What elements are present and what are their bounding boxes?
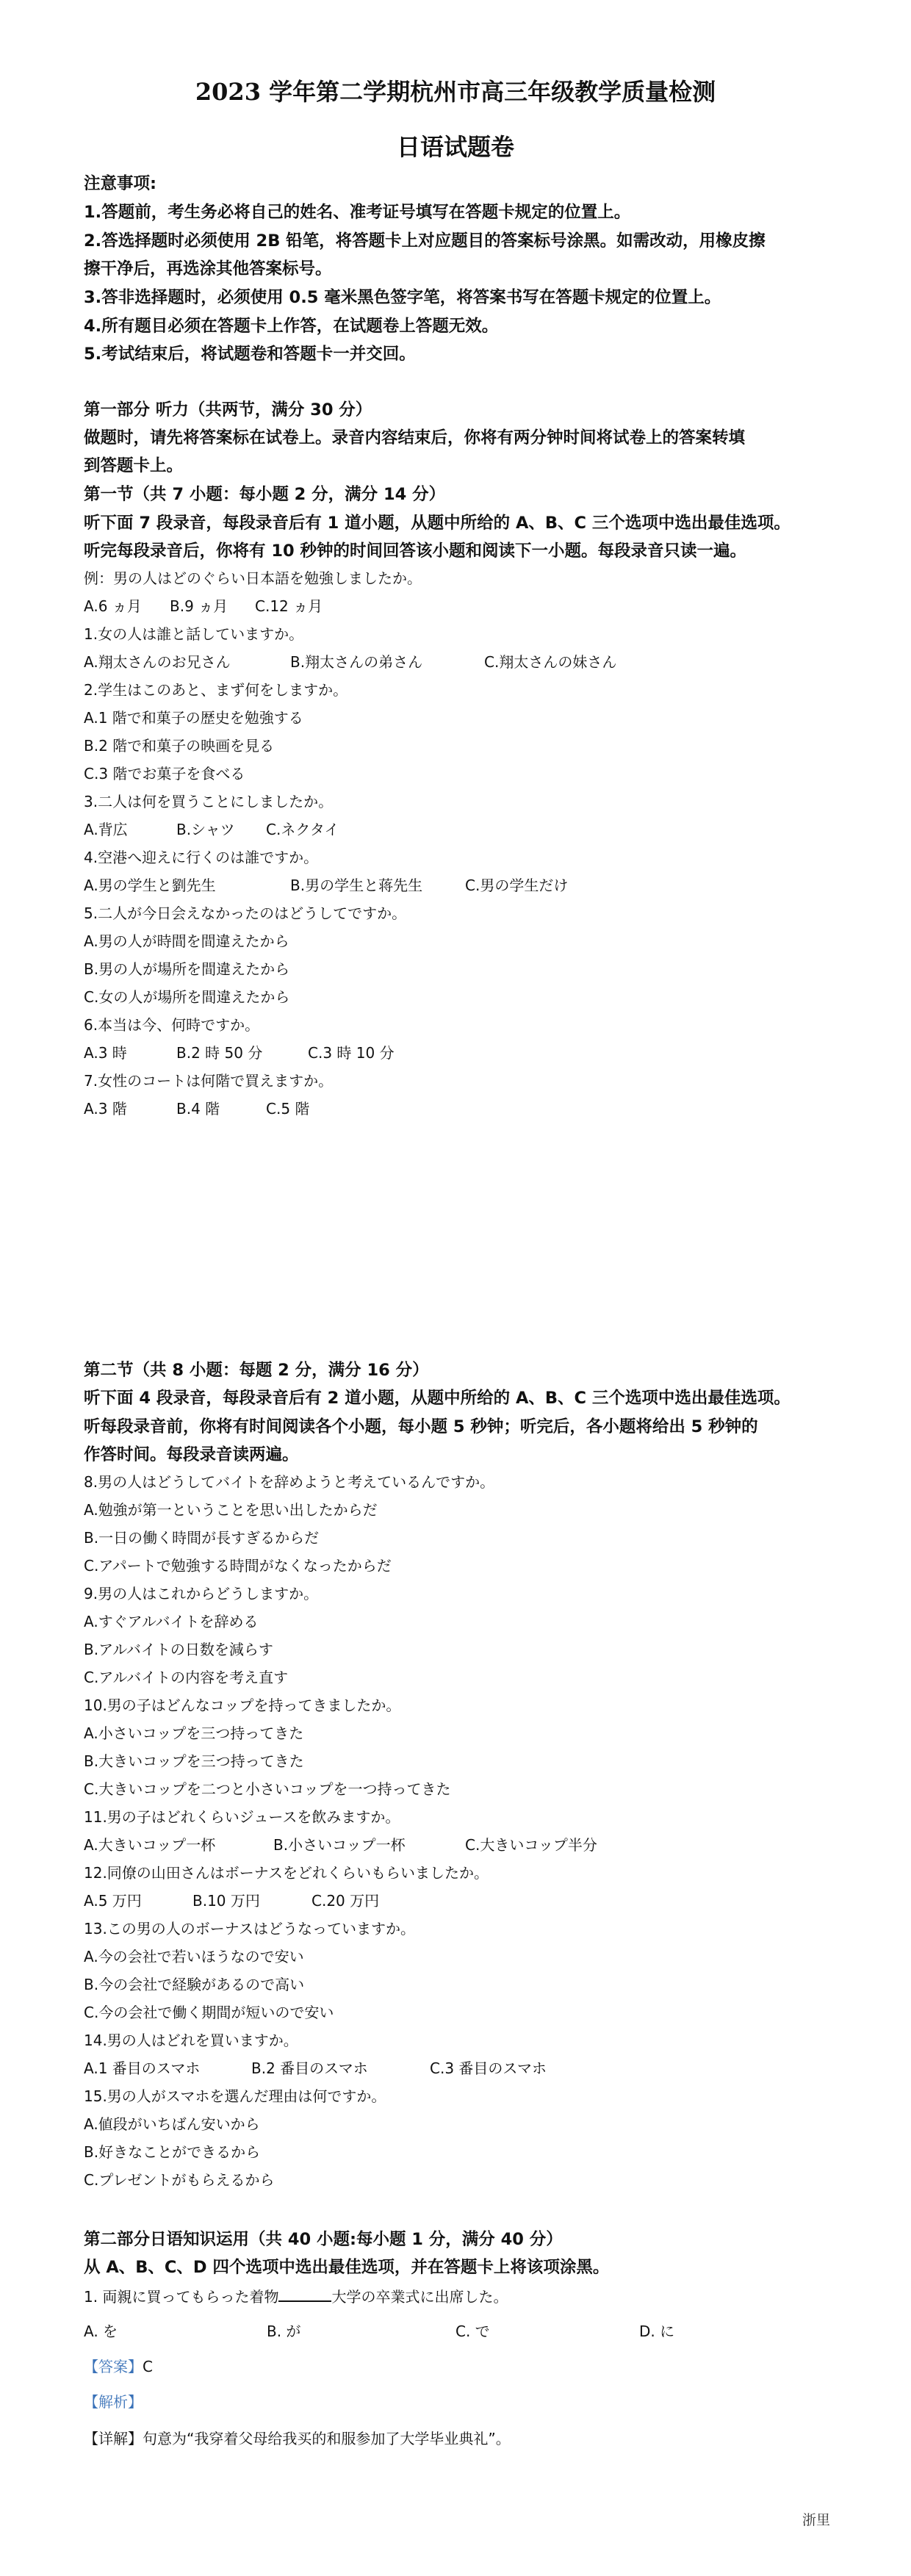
option-b: B.4 階 (176, 1100, 220, 1118)
option-a: A.すぐアルバイトを辞める (84, 1613, 259, 1630)
question: 15.男の人がスマホを選んだ理由は何ですか。 (84, 2087, 386, 2105)
question: 2.学生はこのあと、まず何をしますか。 (84, 681, 348, 699)
question: 4.空港へ迎えに行くのは誰ですか。 (84, 849, 319, 866)
option-b: B.今の会社で経験があるので高い (84, 1976, 305, 1993)
part2-question (84, 2285, 508, 2306)
question: 1.女の人は誰と話していますか。 (84, 625, 304, 643)
option-c: C.プレゼントがもらえるから (84, 2171, 275, 2189)
option-c: C.アパートで勉強する時間がなくなったからだ (84, 1557, 392, 1575)
option-b: B.10 万円 (192, 1892, 260, 1910)
question-text-before: 1. 両親に買ってもらった着物 (84, 2288, 279, 2306)
question: 9.男の人はこれからどうしますか。 (84, 1585, 319, 1602)
question: 11.男の子はどれくらいジュースを飲みますか。 (84, 1808, 400, 1826)
option-a: A.翔太さんのお兄さん (84, 653, 231, 671)
option-a: A.男の人が時間を間違えたから (84, 932, 289, 950)
option-b: B.男の学生と蒋先生 (290, 877, 423, 894)
section2-heading: 第二节（共 8 小题：每题 2 分，满分 16 分） (84, 1361, 429, 1380)
option-c: C.女の人が場所を間違えたから (84, 988, 290, 1006)
option-b: B.小さいコップ一杯 (273, 1836, 406, 1854)
notice-heading: 注意事项: (84, 174, 156, 193)
option-a: A.今の会社で若いほうなので安い (84, 1948, 304, 1965)
question-text-after: 大学の卒業式に出席した。 (331, 2288, 508, 2306)
part2-heading: 第二部分日语知识运用（共 40 小题:每小题 1 分，满分 40 分） (84, 2230, 563, 2249)
question: 14.男の人はどれを買いますか。 (84, 2032, 298, 2049)
option-a: A.背広 (84, 821, 128, 838)
option-c: C.ネクタイ (266, 821, 339, 838)
option-c: C.翔太さんの妹さん (484, 653, 617, 671)
notice-item: 3.答非选择题时，必须使用 0.5 毫米黑色签字笔，将答案书写在答题卡规定的位置上。 (84, 288, 721, 307)
option-c: C.12 ヵ月 (255, 597, 323, 615)
option-b: B.2 階で和菓子の映画を見る (84, 737, 275, 755)
section1-instruction: 听下面 7 段录音，每段录音后有 1 道小题，从题中所给的 A、B、C 三个选项中选出最佳选项。 (84, 514, 791, 533)
footer-text: 浙里 (802, 2512, 830, 2528)
option-b: B.2 時 50 分 (176, 1044, 263, 1062)
option-c: C.3 時 10 分 (308, 1044, 395, 1062)
option-b: B. が (267, 2323, 301, 2340)
notice-item: 5.考试结束后，将试题卷和答题卡一并交回。 (84, 345, 416, 364)
question: 7.女性のコートは何階で買えますか。 (84, 1072, 334, 1090)
option-b: B.大きいコップを三つ持ってきた (84, 1752, 304, 1770)
section2-instruction: 听每段录音前，你将有时间阅读各个小题，每小题 5 秒钟；听完后，各小题将给出 5 秒钟的 (84, 1417, 758, 1436)
exam-subtitle: 日语试题卷 (396, 133, 514, 161)
detail-text: 句意为“我穿着父母给我买的和服参加了大学毕业典礼”。 (143, 2430, 511, 2447)
part2-instruction: 从 A、B、C、D 四个选项中选出最佳选项，并在答题卡上将该项涂黑。 (84, 2258, 610, 2277)
notice-item: 2.答选择题时必须使用 2B 铅笔，将答题卡上对应题目的答案标号涂黑。如需改动，用橡皮擦 (84, 231, 766, 251)
option-c: C.3 階でお菓子を食べる (84, 765, 245, 782)
question: 5.二人が今日会えなかったのはどうしてですか。 (84, 904, 407, 922)
option-a: A.1 階で和菓子の歴史を勉強する (84, 709, 303, 727)
answer-value: C (143, 2358, 153, 2375)
option-c: C.大きいコップ半分 (465, 1836, 597, 1854)
option-b: B.好きなことができるから (84, 2143, 261, 2161)
option-b: B.9 ヵ月 (170, 597, 228, 615)
notice-item: 擦干净后，再选涂其他答案标号。 (84, 259, 332, 278)
option-c: C.3 番目のスマホ (430, 2059, 547, 2077)
option-d: D. に (639, 2323, 675, 2340)
part1-intro: 做题时，请先将答案标在试卷上。录音内容结束后，你将有两分钟时间将试卷上的答案转填 (84, 428, 746, 447)
section2-instruction: 作答时间。每段录音读两遍。 (84, 1445, 299, 1464)
section1-instruction: 听完每段录音后，你将有 10 秒钟的时间回答该小题和阅读下一小题。每段录音只读一遍。 (84, 542, 746, 561)
option-b: B.2 番目のスマホ (251, 2059, 368, 2077)
option-a: A.6 ヵ月 (84, 597, 142, 615)
option-c: C.男の学生だけ (465, 877, 569, 894)
option-a: A.3 階 (84, 1100, 127, 1118)
option-c: C.大きいコップを二つと小さいコップを一つ持ってきた (84, 1780, 451, 1798)
option-a: A. を (84, 2323, 118, 2340)
option-b: B.アルバイトの日数を減らす (84, 1641, 273, 1658)
option-c: C.今の会社で働く期間が短いので安い (84, 2004, 334, 2021)
notice-item: 1.答题前，考生务必将自己的姓名、准考证号填写在答题卡规定的位置上。 (84, 203, 631, 222)
option-b: B.一日の働く時間が長すぎるからだ (84, 1529, 320, 1547)
option-b: B.翔太さんの弟さん (290, 653, 423, 671)
question: 6.本当は今、何時ですか。 (84, 1016, 260, 1034)
answer-blank (278, 2287, 331, 2302)
question: 10.男の子はどんなコップを持ってきましたか。 (84, 1697, 401, 1714)
detail-line (84, 2427, 511, 2448)
option-a: A.勉強が第一ということを思い出したからだ (84, 1501, 378, 1519)
answer-label: 【答案】 (84, 2358, 143, 2375)
option-a: A.値段がいちばん安いから (84, 2115, 260, 2133)
option-a: A.小さいコップを三つ持ってきた (84, 1724, 304, 1742)
option-b: B.シャツ (176, 821, 235, 838)
detail-label: 【详解】 (84, 2430, 143, 2447)
option-a: A.3 時 (84, 1044, 127, 1062)
question: 12.同僚の山田さんはボーナスをどれくらいもらいましたか。 (84, 1864, 489, 1882)
question: 13.この男の人のボーナスはどうなっていますか。 (84, 1920, 416, 1938)
part1-intro: 到答题卡上。 (84, 456, 184, 475)
option-c: C. で (455, 2323, 490, 2340)
notice-item: 4.所有题目必须在答题卡上作答，在试题卷上答题无效。 (84, 317, 499, 336)
exam-title: 2023 学年第二学期杭州市高三年级教学质量检测 (195, 78, 716, 106)
analysis-label: 【解析】 (84, 2393, 143, 2411)
question: 3.二人は何を買うことにしましたか。 (84, 793, 334, 810)
part1-heading: 第一部分 听力（共两节，满分 30 分） (84, 400, 372, 420)
option-b: B.男の人が場所を間違えたから (84, 960, 290, 978)
option-a: A.1 番目のスマホ (84, 2059, 201, 2077)
option-c: C.5 階 (266, 1100, 310, 1118)
analysis-line (84, 2390, 143, 2411)
answer-line (84, 2355, 153, 2376)
option-c: C.20 万円 (312, 1892, 380, 1910)
question: 8.男の人はどうしてバイトを辞めようと考えているんですか。 (84, 1473, 495, 1491)
section2-instruction: 听下面 4 段录音，每段录音后有 2 道小题，从题中所给的 A、B、C 三个选项中选出最佳选项。 (84, 1389, 791, 1408)
example-question: 例：男の人はどのぐらい日本語を勉強しましたか。 (84, 569, 422, 587)
option-a: A.5 万円 (84, 1892, 142, 1910)
option-a: A.男の学生と劉先生 (84, 877, 216, 894)
option-a: A.大きいコップ一杯 (84, 1836, 216, 1854)
option-c: C.アルバイトの内容を考え直す (84, 1669, 289, 1686)
section1-heading: 第一节（共 7 小题：每小题 2 分，满分 14 分） (84, 485, 446, 504)
